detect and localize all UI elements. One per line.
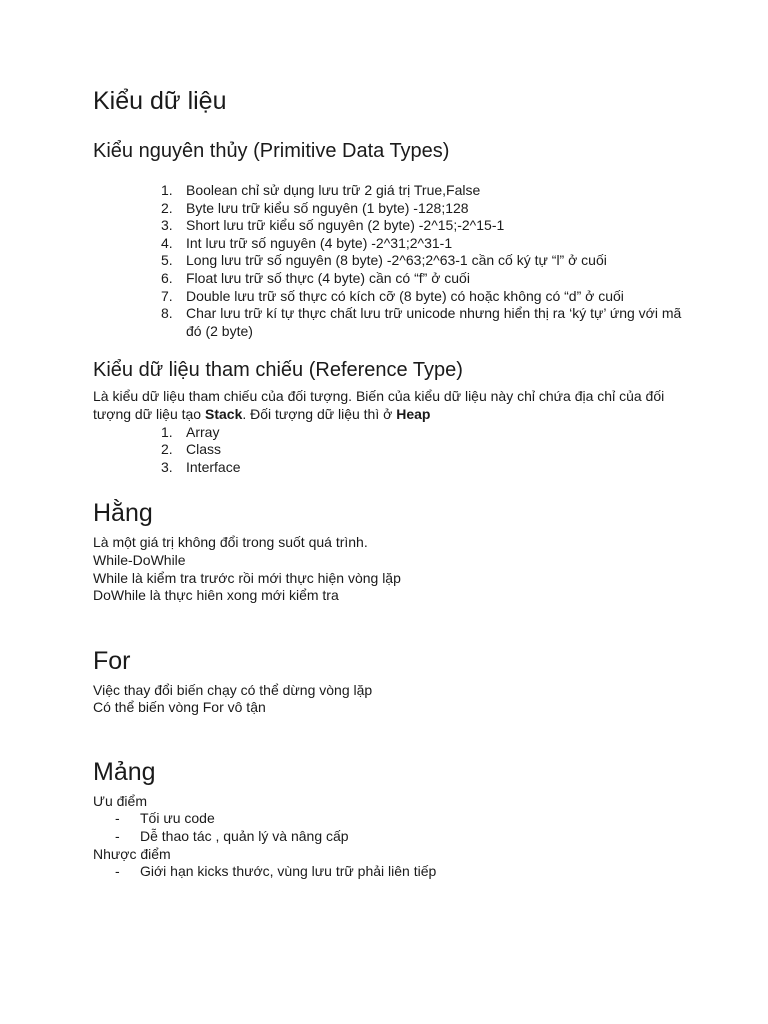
text-line: While-DoWhile xyxy=(93,551,186,568)
heading-primitive-types: Kiểu nguyên thủy (Primitive Data Types) xyxy=(93,140,450,162)
list-item: 6. Float lưu trữ số thực (4 byte) cần có “f” ở cuối xyxy=(161,269,470,286)
bold-stack: Stack xyxy=(205,405,243,422)
list-item: 3. Short lưu trữ kiểu số nguyên (2 byte) -2^15;-2^15-1 xyxy=(161,217,505,234)
for-body xyxy=(93,682,693,717)
text-line: While là kiểm tra trước rồi mới thực hiện vòng lặp xyxy=(93,569,401,586)
text-line: Có thể biến vòng For vô tận xyxy=(93,699,266,716)
list-item: 2. Byte lưu trữ kiểu số nguyên (1 byte) -128;128 xyxy=(161,199,469,216)
text-line: DoWhile là thực hiên xong mới kiểm tra xyxy=(93,587,339,604)
text-line: Việc thay đổi biến chạy có thể dừng vòng lặp xyxy=(93,681,373,698)
list-item: 7. Double lưu trữ số thực có kích cỡ (8 byte) có hoặc không có “d” ở cuối xyxy=(161,287,624,304)
list-item: 1. Boolean chỉ sử dụng lưu trữ 2 giá trị True,False xyxy=(161,182,481,198)
cons-list xyxy=(93,863,693,881)
list-item: 3. Interface xyxy=(161,458,241,475)
reference-description: Là kiểu dữ liệu tham chiếu của đối tượng. Biến của kiểu dữ liệu này chỉ chứa địa chỉ của đối tượng dữ liệu tạo Stack. Đối tượng dữ liệu thì ở Heap xyxy=(93,388,665,422)
list-item: - Tối ưu code xyxy=(115,810,215,827)
list-item: 4. Int lưu trữ số nguyên (4 byte) -2^31;2^31-1 xyxy=(161,234,453,251)
cons-label: Nhược điểm xyxy=(93,845,171,862)
list-item: 1. Array xyxy=(161,423,220,440)
list-item: - Giới hạn kicks thước, vùng lưu trữ phải liên tiếp xyxy=(115,863,437,880)
document-page xyxy=(93,84,693,881)
primitive-types-list xyxy=(93,182,693,340)
list-item: 5. Long lưu trữ số nguyên (8 byte) -2^63;2^63-1 cần cố ký tự “l” ở cuối xyxy=(161,252,607,269)
reference-types-list xyxy=(93,424,693,477)
list-item: 8. Char lưu trữ kí tự thực chất lưu trữ unicode nhưng hiển thị ra ‘ký tự’ ứng với mã đó (2 byte) xyxy=(161,305,682,339)
text-line: Là một giá trị không đổi trong suốt quá trình. xyxy=(93,534,368,551)
heading-array: Mảng xyxy=(93,757,156,786)
heading-data-types: Kiểu dữ liệu xyxy=(93,87,227,115)
constant-body xyxy=(93,534,693,604)
heading-constant: Hằng xyxy=(93,499,153,528)
heading-for: For xyxy=(93,646,131,675)
bold-heap: Heap xyxy=(396,405,431,422)
pros-label: Ưu điểm xyxy=(93,792,147,809)
heading-reference-types: Kiểu dữ liệu tham chiếu (Reference Type) xyxy=(93,359,463,382)
array-body xyxy=(93,793,693,881)
pros-list xyxy=(93,810,693,845)
list-item: 2. Class xyxy=(161,441,222,458)
list-item: - Dễ thao tác , quản lý và nâng cấp xyxy=(115,828,349,845)
